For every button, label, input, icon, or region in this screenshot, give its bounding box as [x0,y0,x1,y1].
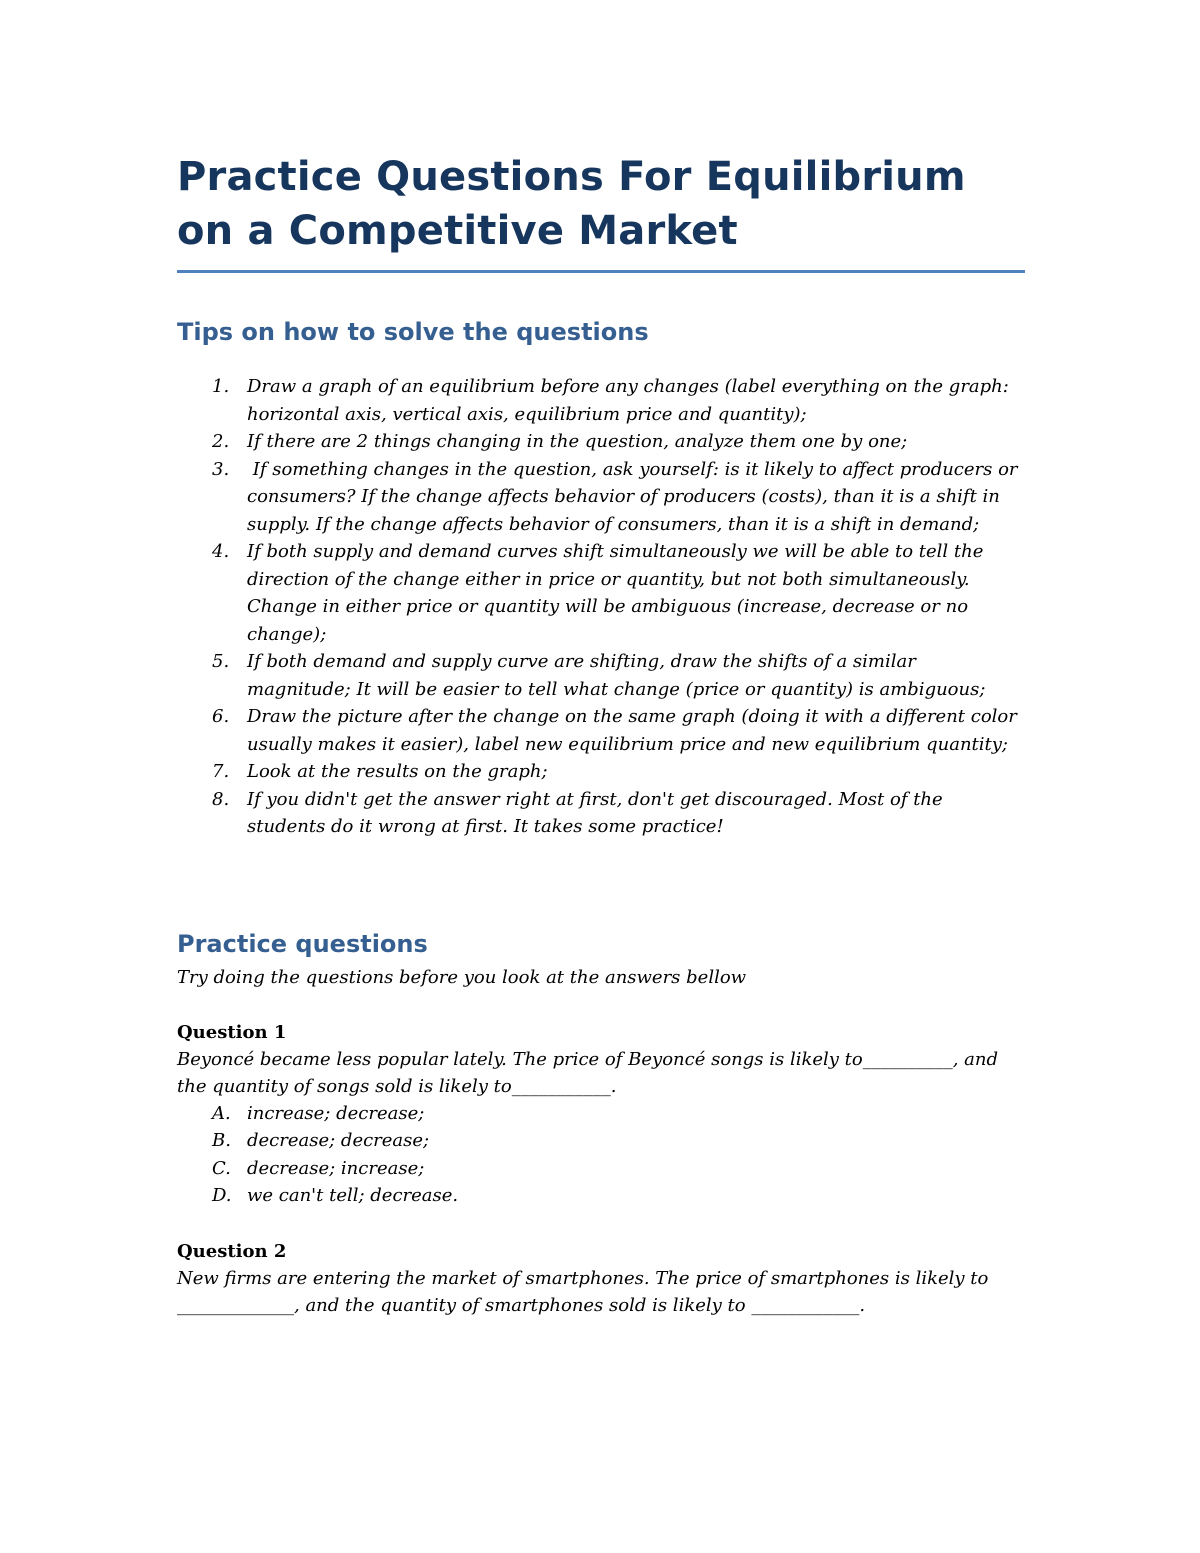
tip-text: Look at the results on the graph; [247,761,548,782]
question-1 [177,1019,1025,1210]
tip-number: 4. [212,541,230,562]
choice-letter: A. [212,1102,231,1124]
tip-text: If both demand and supply curve are shifting, draw the shifts of a similar magnitude; It will be easier to tell what change (price or quantity) is ambiguous; [247,651,986,700]
question-heading: Question 1 [177,1021,287,1043]
tip-text: If something changes in the question, ask yourself: is it likely to affect producers or consumers? If the change affects behavior of producers (costs), than it is a shift in supply. If the change affects behavior of consumers, than it is a shift in demand; [247,458,1024,535]
answer-choice [177,1100,1025,1128]
choice-text: we can't tell; decrease. [247,1185,459,1206]
tip-number: 8. [212,788,230,810]
tip-item [177,786,1025,841]
tip-number: 2. [212,431,230,452]
tip-number: 1. [212,376,230,397]
choice-text: decrease; decrease; [247,1130,430,1151]
tip-item [177,428,1025,456]
document-page [177,150,1025,1319]
tip-number: 6. [212,706,230,727]
tip-item [177,703,1025,758]
question-text: New firms are entering the market of smartphones. The price of smartphones is likely to _____________, and the quantity of smartphones sold is likely to ____________. [177,1267,989,1316]
tips-heading: Tips on how to solve the questions [177,318,649,346]
answer-choice [177,1155,1025,1183]
choice-letter: D. [212,1185,232,1206]
practice-intro: Try doing the questions before you look at the answers bellow [177,966,747,988]
question-heading: Question 2 [177,1240,287,1262]
tip-text: Draw the picture after the change on the same graph (doing it with a different color usually makes it easier), label new equilibrium price and new equilibrium quantity; [247,706,1017,755]
tip-item [177,758,1025,786]
tip-text: Draw a graph of an equilibrium before any changes (label everything on the graph: horizontal axis, vertical axis, equilibrium price and quantity); [247,376,1009,425]
answer-choice [177,1127,1025,1155]
practice-heading: Practice questions [177,929,428,958]
question-2 [177,1238,1025,1319]
tip-number: 7. [212,761,230,782]
tip-item [177,648,1025,703]
tip-number: 5. [212,651,230,672]
choice-text: increase; decrease; [247,1102,425,1124]
document-title: Practice Questions For Equilibrium on a Competitive Market [177,150,1025,273]
answer-choices [177,1100,1025,1210]
tip-text: If there are 2 things changing in the question, analyze them one by one; [247,431,908,452]
choice-letter: C. [212,1157,231,1179]
tip-item [177,456,1025,539]
tip-number: 3. [212,458,230,480]
tip-item [177,538,1025,648]
tips-list [177,373,1025,841]
question-text: Beyoncé became less popular lately. The price of Beyoncé songs is likely to__________, and the quantity of songs sold is likely to___________. [177,1048,999,1097]
answer-choice [177,1182,1025,1210]
choice-letter: B. [212,1130,231,1151]
choice-text: decrease; increase; [247,1157,425,1179]
tip-text: If both supply and demand curves shift simultaneously we will be able to tell the direction of the change either in price or quantity, but not both simultaneously. Change in either price or quantity will be ambiguous (increase, decrease or no change); [247,541,984,645]
tip-text: If you didn't get the answer right at first, don't get discouraged. Most of the students do it wrong at first. It takes some practice! [247,788,943,837]
tip-item [177,373,1025,428]
